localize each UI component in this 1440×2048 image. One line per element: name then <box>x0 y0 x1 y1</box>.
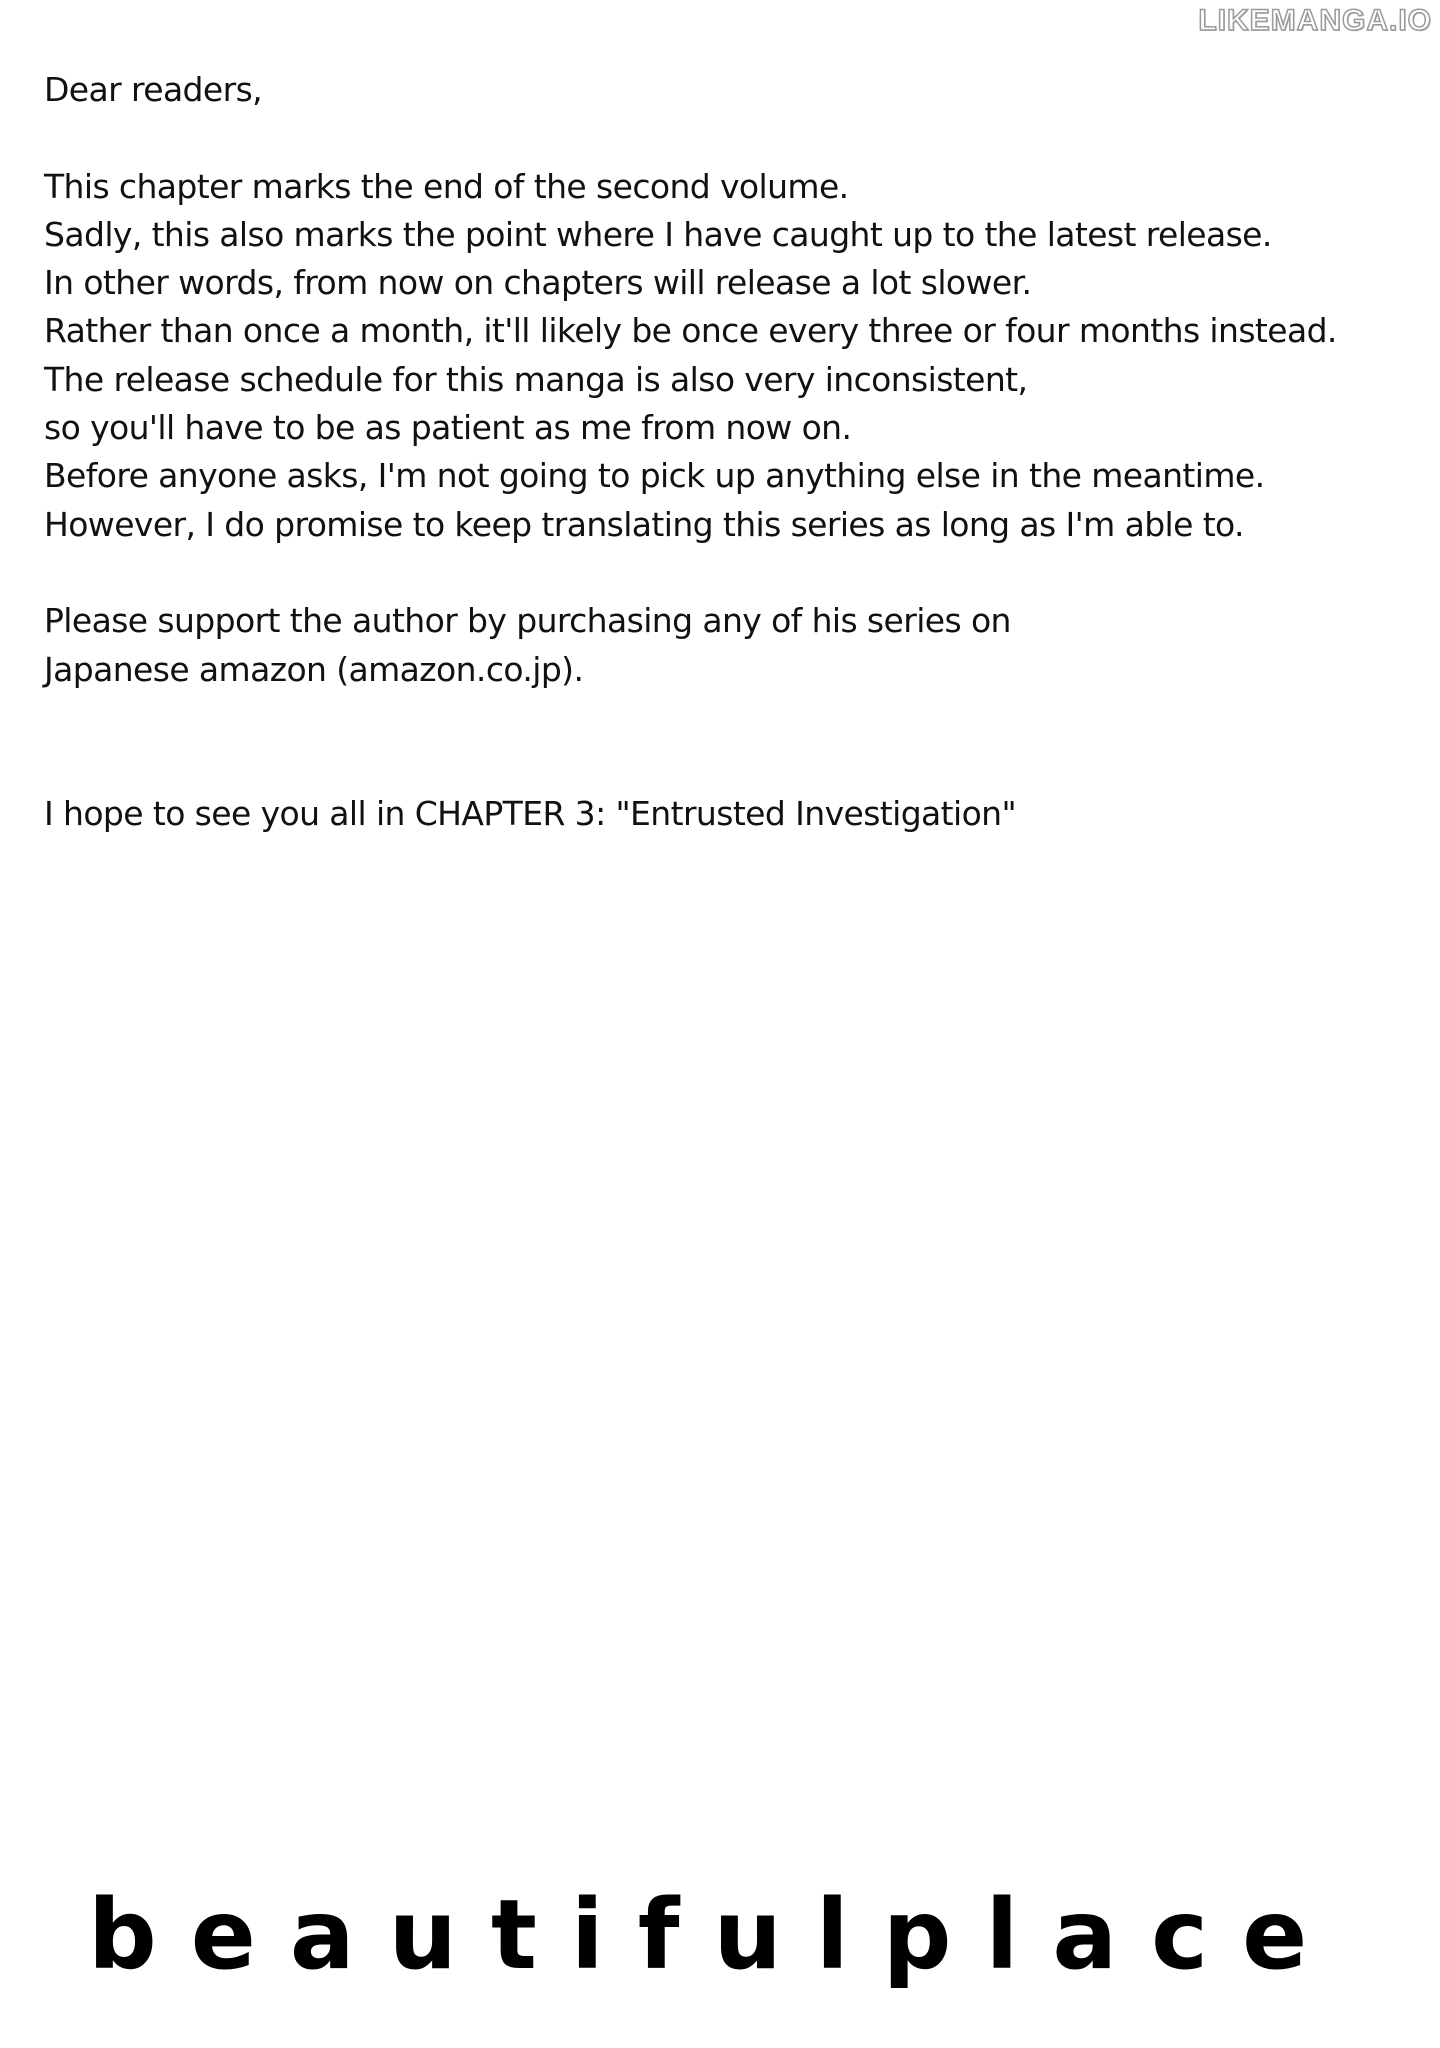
note-line: However, I do promise to keep translating this series as long as I'm able to. <box>44 504 1244 544</box>
note-line: Sadly, this also marks the point where I have caught up to the latest release. <box>44 214 1272 254</box>
support-line: Japanese amazon (amazon.co.jp). <box>44 649 584 689</box>
note-line: so you'll have to be as patient as me from now on. <box>44 408 852 448</box>
note-line: This chapter marks the end of the second volume. <box>44 166 849 206</box>
note-line: In other words, from now on chapters will release a lot slower. <box>44 263 1032 303</box>
spacer <box>44 694 1424 742</box>
spacer <box>44 114 1424 162</box>
spacer <box>44 742 1424 790</box>
translator-note <box>44 66 1424 839</box>
note-line: Rather than once a month, it'll likely be once every three or four months instead. <box>44 311 1337 351</box>
scanlator-logo: beautifulplace <box>88 1879 1342 1991</box>
note-line: Before anyone asks, I'm not going to pick up anything else in the meantime. <box>44 456 1265 496</box>
closing-line: I hope to see you all in CHAPTER 3: "Entrusted Investigation" <box>44 794 1017 834</box>
spacer <box>44 549 1424 597</box>
note-line: The release schedule for this manga is also very inconsistent, <box>44 359 1028 399</box>
support-line: Please support the author by purchasing any of his series on <box>44 601 1011 641</box>
watermark: LIKEMANGA.IO <box>1198 4 1432 37</box>
greeting: Dear readers, <box>44 70 263 109</box>
